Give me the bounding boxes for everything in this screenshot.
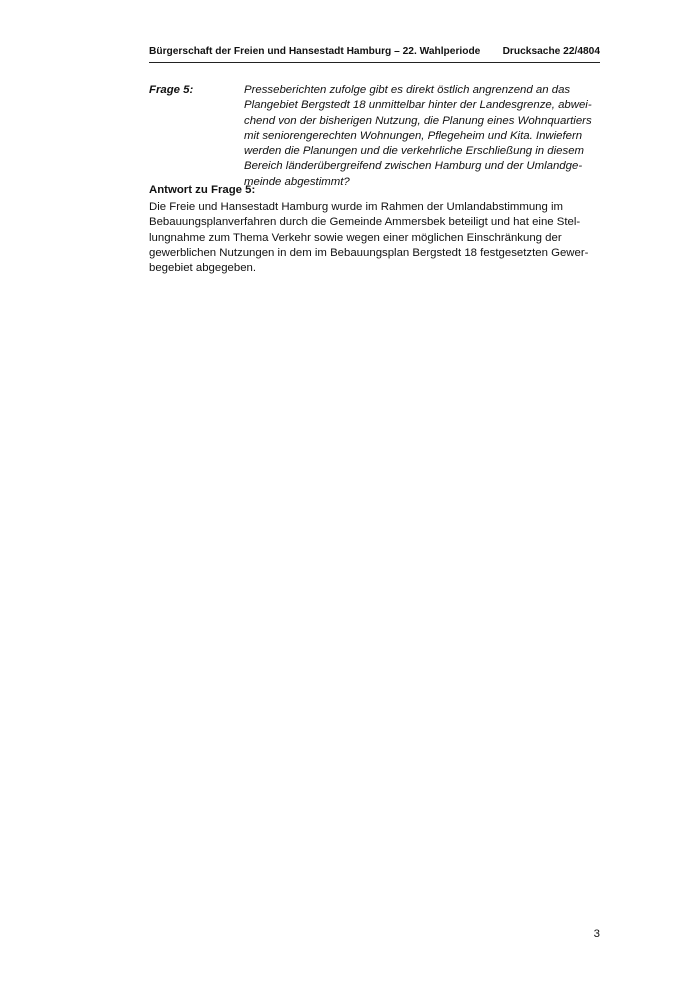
answer-heading: Antwort zu Frage 5: <box>149 184 256 196</box>
question-line: Plangebiet Bergstedt 18 unmittelbar hinter der Landesgrenze, abwei- <box>244 99 592 112</box>
question-line: werden die Planungen und die verkehrliche Erschließung in diesem <box>244 145 585 158</box>
answer-line: lungnahme zum Thema Verkehr sowie wegen einer möglichen Einschränkung der <box>149 231 562 244</box>
answer-line: Bebauungsplanverfahren durch die Gemeinde Ammersbek beteiligt und hat eine Stel- <box>149 216 581 229</box>
answer-line: gewerblichen Nutzungen in dem im Bebauungsplan Bergstedt 18 festgesetzten Gewer- <box>149 246 589 259</box>
question-line: chend von der bisherigen Nutzung, die Planung eines Wohnquartiers <box>244 114 592 127</box>
header-parliament-title: Bürgerschaft der Freien und Hansestadt Hamburg – 22. Wahlperiode <box>149 46 481 57</box>
question-line: meinde abgestimmt? <box>244 175 350 188</box>
question-line: Bereich länderübergreifend zwischen Hamburg und der Umlandge- <box>244 160 583 173</box>
answer-text <box>149 200 600 276</box>
answer-line: begebiet abgegeben. <box>149 262 257 275</box>
question-text <box>244 83 600 190</box>
question-line: mit seniorengerechten Wohnungen, Pflegeheim und Kita. Inwiefern <box>244 129 583 142</box>
page-number: 3 <box>593 928 600 940</box>
header-document-number: Drucksache 22/4804 <box>502 46 600 57</box>
question-label: Frage 5: <box>149 84 194 96</box>
page-header <box>149 45 600 63</box>
answer-line: Die Freie und Hansestadt Hamburg wurde im Rahmen der Umlandabstimmung im <box>149 201 564 213</box>
question-line: Presseberichten zufolge gibt es direkt östlich angrenzend an das <box>244 84 571 96</box>
